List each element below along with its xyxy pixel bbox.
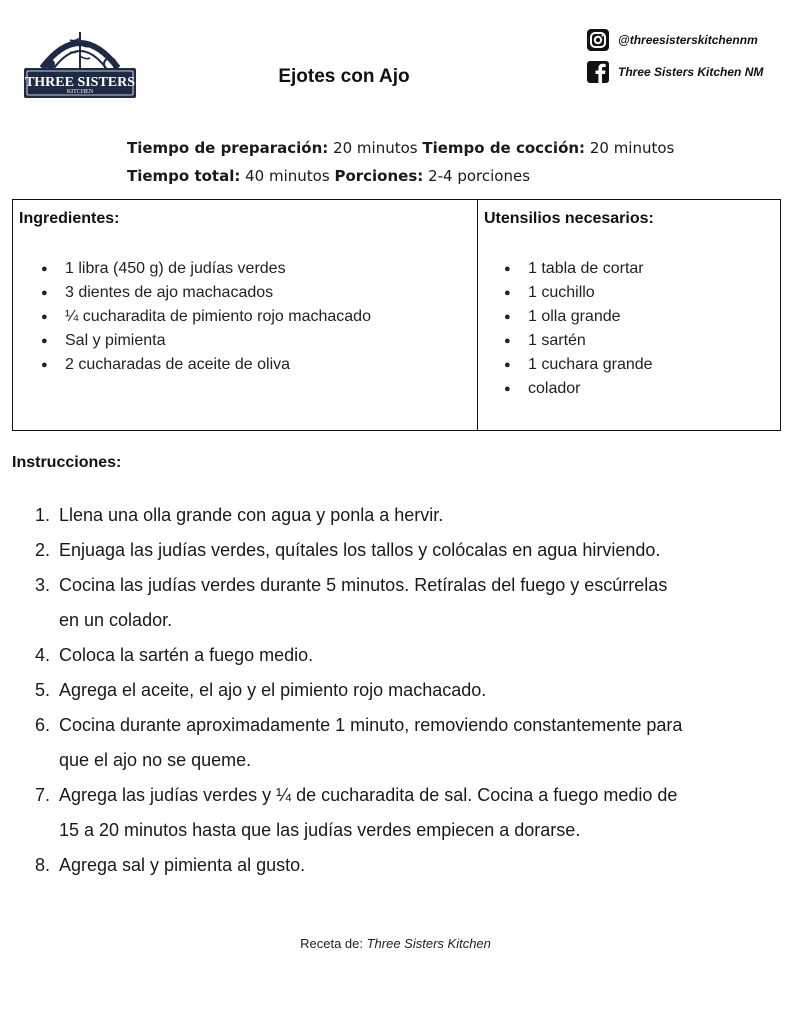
step-text: Cocina durante aproximadamente 1 minuto, removiendo constantemente para [59,715,683,735]
recipe-times [127,134,674,190]
utensils-column [478,200,780,430]
utensils-list [504,257,653,401]
step-number: 3. [35,575,51,595]
prep-time-value: 20 minutos [333,139,418,157]
cook-time-value: 20 minutos [589,139,675,157]
facebook-icon [586,60,610,84]
social-links [586,28,786,92]
instruction-step [35,708,785,778]
step-text: Enjuaga las judías verdes, quítales los tallos y colócalas en agua hirviendo. [59,540,661,560]
step-number: 6. [35,715,51,735]
total-time-label: Tiempo total: [127,167,241,185]
utensil-item: ● 1 sartén [504,329,653,353]
times-line-2 [127,162,674,190]
instruction-step [35,498,785,533]
total-time-value: 40 minutos [245,167,330,185]
step-text: Agrega las judías verdes y ¼ de cucharadita de sal. Cocina a fuego medio de [59,785,678,805]
utensil-item: ● 1 cuchara grande [504,353,653,377]
svg-text:THREE SISTERS: THREE SISTERS [24,75,136,90]
step-number: 5. [35,680,51,700]
facebook-link[interactable] [586,60,786,84]
step-number: 8. [35,855,51,875]
step-text: Llena una olla grande con agua y ponla a hervir. [59,505,444,525]
prep-time-label: Tiempo de preparación: [127,139,329,157]
recipe-title: Ejotes con Ajo [278,66,410,87]
instruction-step [35,638,785,673]
step-number: 4. [35,645,51,665]
utensil-item: ● 1 tabla de cortar [504,257,653,281]
ingredients-utensils-table [12,199,781,431]
credit-source: Three Sisters Kitchen [366,936,491,951]
step-number: 2. [35,540,51,560]
instruction-step [35,848,785,883]
step-number: 1. [35,505,51,525]
utensils-heading: Utensilios necesarios: [484,210,654,227]
ingredient-item: ● ¼ cucharadita de pimiento rojo machacado [41,305,371,329]
recipe-credit [0,936,791,951]
ingredients-column [13,200,478,430]
step-text: Agrega el aceite, el ajo y el pimiento rojo machacado. [59,680,487,700]
ingredients-heading: Ingredientes: [19,210,120,227]
ingredient-item: ● 2 cucharadas de aceite de oliva [41,353,371,377]
svg-text:KITCHEN: KITCHEN [66,89,94,95]
times-line-1 [127,134,674,162]
step-number: 7. [35,785,51,805]
instruction-step [35,533,785,568]
utensil-item: ● 1 cuchillo [504,281,653,305]
facebook-name: Three Sisters Kitchen NM [618,65,764,79]
instagram-link[interactable] [586,28,786,52]
cook-time-label: Tiempo de cocción: [422,139,586,157]
step-text: Agrega sal y pimienta al gusto. [59,855,306,875]
ingredients-list [41,257,371,377]
instagram-handle: @threesisterskitchennm [618,33,758,47]
ingredient-item: ● Sal y pimienta [41,329,371,353]
instruction-step [35,673,785,708]
credit-label: Receta de: [300,936,363,951]
instagram-icon [586,28,610,52]
step-text: en un colador. [59,610,173,630]
step-text: Coloca la sartén a fuego medio. [59,645,314,665]
step-text: 15 a 20 minutos hasta que las judías verdes empiecen a dorarse. [59,820,581,840]
instructions-heading: Instrucciones: [12,454,122,471]
step-text: que el ajo no se queme. [59,750,252,770]
utensil-item: ● colador [504,377,653,401]
servings-value: 2-4 porciones [428,167,531,185]
utensil-item: ● 1 olla grande [504,305,653,329]
servings-label: Porciones: [334,167,424,185]
ingredient-item: ● 1 libra (450 g) de judías verdes [41,257,371,281]
instruction-step [35,778,785,848]
step-text: Cocina las judías verdes durante 5 minutos. Retíralas del fuego y escúrrelas [59,575,668,595]
instructions-list [35,498,785,883]
ingredient-item: ● 3 dientes de ajo machacados [41,281,371,305]
instruction-step [35,568,785,638]
